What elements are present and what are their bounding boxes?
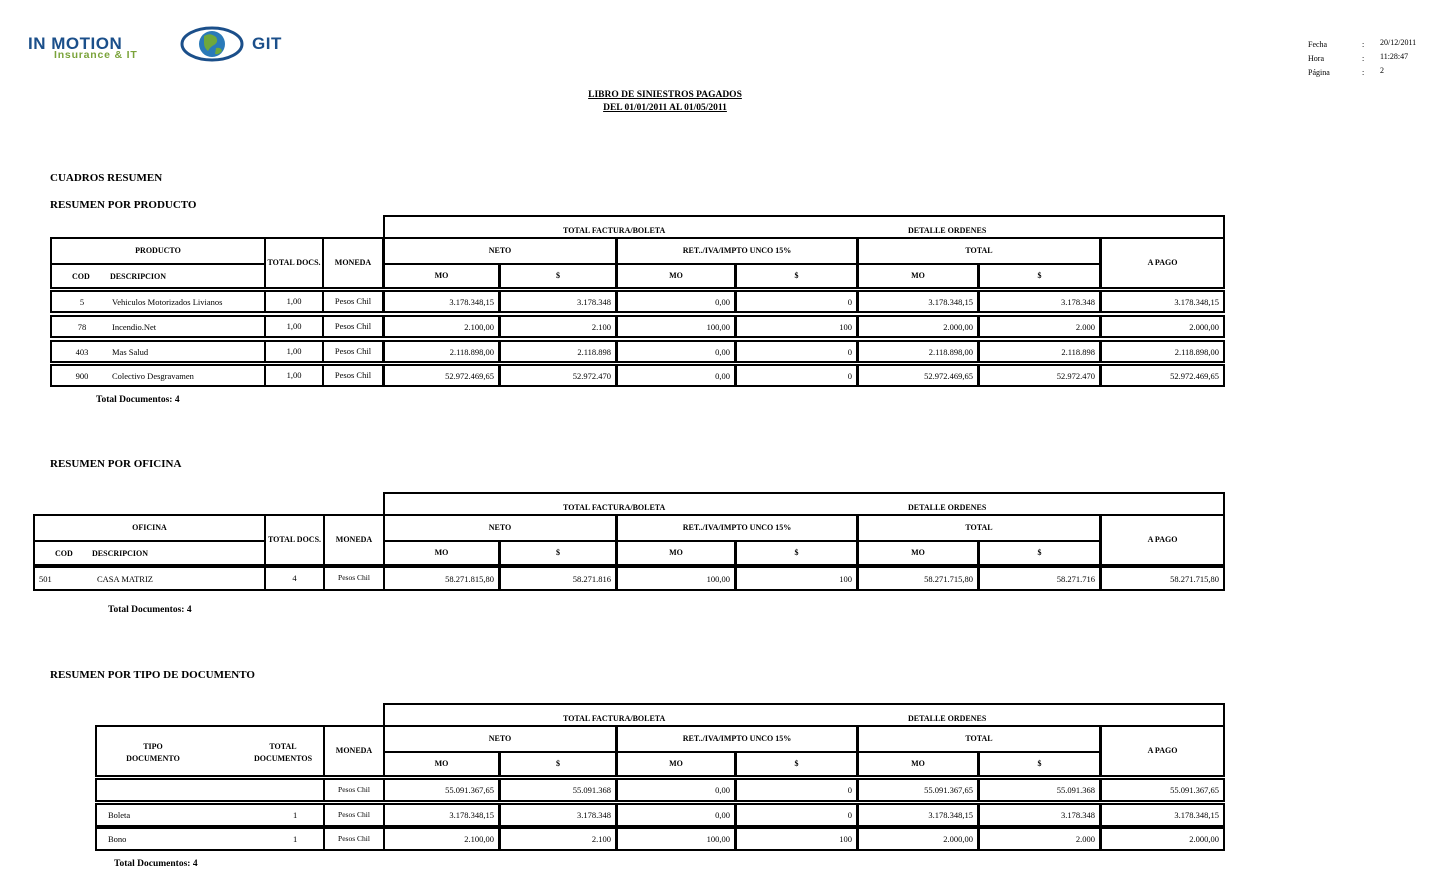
header-total-docs: TOTAL DOCS.	[264, 237, 324, 289]
section-resumen-tipo-documento: RESUMEN POR TIPO DE DOCUMENTO	[50, 669, 255, 681]
header-cod: COD	[55, 549, 73, 558]
cell-ret-mo: 100,00	[616, 566, 736, 591]
header-dollar: $	[735, 540, 858, 566]
header-descripcion: DESCRIPCION	[92, 549, 149, 558]
cell-pago: 55.091.367,65	[1100, 778, 1225, 802]
cell-neto-mo: 2.100,00	[383, 827, 500, 851]
logo-subtitle: Insurance & IT	[54, 49, 138, 61]
cell-pago: 3.178.348,15	[1100, 803, 1225, 827]
cell-ret-d: 100	[735, 566, 858, 591]
header-neto: NETO	[383, 514, 617, 542]
cell-tot-mo: 3.178.348,15	[857, 290, 979, 313]
header-producto: PRODUCTO	[50, 237, 266, 265]
section-resumen-oficina: RESUMEN POR OFICINA	[50, 458, 182, 470]
cell-ret-d: 0	[735, 364, 858, 387]
header-a-pago: A PAGO	[1100, 725, 1225, 777]
cell-descripcion: Vehiculos Motorizados Livianos	[112, 296, 223, 307]
table-row	[33, 566, 266, 591]
cell-ret-mo: 100,00	[616, 827, 736, 851]
cell-pago: 2.000,00	[1100, 827, 1225, 851]
cell-neto-mo: 2.100,00	[383, 315, 500, 338]
header-band	[383, 703, 1225, 727]
cell-neto-mo: 3.178.348,15	[383, 803, 500, 827]
header-mo: MO	[383, 751, 500, 777]
header-total-factura-boleta: TOTAL FACTURA/BOLETA	[563, 503, 666, 512]
table-row	[95, 827, 325, 851]
cell-neto-d: 2.100	[499, 315, 617, 338]
header-band	[383, 215, 1225, 239]
cell-tot-d: 3.178.348	[978, 290, 1101, 313]
report-period: DEL 01/01/2011 AL 01/05/2011	[603, 103, 727, 113]
header-dollar: $	[735, 263, 858, 289]
cell-tot-d: 55.091.368	[978, 778, 1101, 802]
header-mo: MO	[857, 540, 979, 566]
section-cuadros-resumen: CUADROS RESUMEN	[50, 172, 163, 184]
header-total-docs: TOTAL DOCS.	[264, 514, 325, 566]
table-row	[50, 340, 266, 363]
header-neto: NETO	[383, 237, 617, 265]
table-row	[95, 778, 325, 802]
cell-tot-mo: 58.271.715,80	[857, 566, 979, 591]
header-mo: MO	[383, 263, 500, 289]
table-row	[50, 290, 266, 313]
cell-tot-d: 3.178.348	[978, 803, 1101, 827]
cell-total-docs: 1,00	[264, 290, 324, 313]
cell-descripcion: Mas Salud	[112, 346, 149, 357]
cell-tot-mo: 55.091.367,65	[857, 778, 979, 802]
meta-value-hora: 11:28:47	[1380, 52, 1409, 61]
header-mo: MO	[616, 263, 736, 289]
cell-moneda: Pesos Chil	[322, 315, 384, 338]
cell-moneda: Pesos Chil	[322, 290, 384, 313]
cell-neto-d: 2.118.898	[499, 340, 617, 363]
header-total: TOTAL	[857, 514, 1101, 542]
meta-value-pagina: 2	[1380, 66, 1384, 75]
cell-total-docs: 1,00	[264, 364, 324, 387]
cell-moneda: Pesos Chil	[323, 827, 385, 851]
cell-neto-mo: 55.091.367,65	[383, 778, 500, 802]
header-dollar: $	[499, 263, 617, 289]
header-moneda: MONEDA	[323, 514, 385, 566]
cell-tot-mo: 2.000,00	[857, 315, 979, 338]
meta-sep: :	[1362, 54, 1365, 63]
cell-pago: 3.178.348,15	[1100, 290, 1225, 313]
header-ret-iva: RET../IVA/IMPTO UNCO 15%	[616, 237, 858, 265]
header-detalle-ordenes: DETALLE ORDENES	[908, 503, 987, 512]
cell-ret-d: 100	[735, 315, 858, 338]
cell-total-documentos: 1	[293, 810, 298, 820]
cell-total-docs: 4	[264, 566, 325, 591]
header-detalle-ordenes: DETALLE ORDENES	[908, 226, 987, 235]
header-dollar: $	[978, 751, 1101, 777]
cell-tot-mo: 52.972.469,65	[857, 364, 979, 387]
cell-pago: 52.972.469,65	[1100, 364, 1225, 387]
logo-left-text: IN MOTION	[28, 34, 123, 53]
cell-ret-d: 0	[735, 340, 858, 363]
header-moneda: MONEDA	[322, 237, 384, 289]
header-detalle-ordenes: DETALLE ORDENES	[908, 714, 987, 723]
cell-pago: 58.271.715,80	[1100, 566, 1225, 591]
header-mo: MO	[857, 751, 979, 777]
meta-sep: :	[1362, 40, 1365, 49]
header-descripcion: DESCRIPCION	[110, 272, 167, 281]
cell-tot-mo: 3.178.348,15	[857, 803, 979, 827]
cell-ret-d: 100	[735, 827, 858, 851]
header-dollar: $	[499, 540, 617, 566]
cell-tipo-documento: Bono	[108, 834, 127, 844]
cell-ret-mo: 0,00	[616, 290, 736, 313]
header-cod: COD	[72, 272, 90, 281]
header-band	[383, 492, 1225, 516]
cell-descripcion: Incendio.Net	[112, 321, 157, 332]
cell-tot-d: 2.000	[978, 827, 1101, 851]
header-mo: MO	[383, 540, 500, 566]
table-row	[50, 315, 266, 338]
header-dollar: $	[735, 751, 858, 777]
cell-moneda: Pesos Chil	[323, 566, 385, 591]
cell-neto-d: 55.091.368	[499, 778, 617, 802]
header-mo: MO	[616, 751, 736, 777]
header-total-factura-boleta: TOTAL FACTURA/BOLETA	[563, 226, 666, 235]
total-documentos-oficina: Total Documentos: 4	[108, 605, 192, 615]
cell-moneda: Pesos Chil	[323, 803, 385, 827]
cell-descripcion: Colectivo Desgravamen	[112, 370, 194, 381]
cell-ret-d: 0	[735, 290, 858, 313]
meta-label-fecha: Fecha	[1308, 40, 1328, 49]
cell-cod: 5	[79, 296, 85, 307]
cell-ret-mo: 0,00	[616, 778, 736, 802]
cell-neto-d: 3.178.348	[499, 290, 617, 313]
cell-neto-mo: 2.118.898,00	[383, 340, 500, 363]
cell-ret-d: 0	[735, 778, 858, 802]
cell-neto-d: 58.271.816	[499, 566, 617, 591]
cell-tot-mo: 2.118.898,00	[857, 340, 979, 363]
header-total-factura-boleta: TOTAL FACTURA/BOLETA	[563, 714, 666, 723]
header-dollar: $	[499, 751, 617, 777]
cell-pago: 2.000,00	[1100, 315, 1225, 338]
cell-ret-mo: 0,00	[616, 340, 736, 363]
cell-neto-mo: 52.972.469,65	[383, 364, 500, 387]
total-documentos-tipo: Total Documentos: 4	[114, 859, 198, 869]
header-tipo-documento-label: TIPO DOCUMENTO	[126, 742, 180, 763]
header-mo: MO	[616, 540, 736, 566]
cell-cod: 501	[39, 573, 52, 584]
cell-ret-d: 0	[735, 803, 858, 827]
cell-cod: 78	[77, 321, 87, 332]
cell-pago: 2.118.898,00	[1100, 340, 1225, 363]
cell-tipo-documento: Boleta	[108, 810, 131, 820]
header-a-pago: A PAGO	[1100, 237, 1225, 289]
meta-value-fecha: 20/12/2011	[1380, 38, 1417, 47]
header-ret-iva: RET../IVA/IMPTO UNCO 15%	[616, 514, 858, 542]
cell-tot-d: 58.271.716	[978, 566, 1101, 591]
header-total-documentos-label: TOTAL DOCUMENTOS	[253, 742, 313, 763]
section-resumen-producto: RESUMEN POR PRODUCTO	[50, 199, 197, 211]
header-oficina: OFICINA	[33, 514, 266, 542]
cell-tot-mo: 2.000,00	[857, 827, 979, 851]
header-dollar: $	[978, 263, 1101, 289]
header-dollar: $	[978, 540, 1101, 566]
globe-icon	[180, 26, 244, 62]
cell-tot-d: 52.972.470	[978, 364, 1101, 387]
table-row	[95, 803, 325, 827]
cell-total-docs: 1,00	[264, 340, 324, 363]
cell-ret-mo: 0,00	[616, 803, 736, 827]
meta-label-hora: Hora	[1308, 54, 1324, 63]
cell-neto-d: 52.972.470	[499, 364, 617, 387]
cell-total-documentos: 1	[293, 834, 298, 844]
cell-ret-mo: 0,00	[616, 364, 736, 387]
table-row	[50, 364, 266, 387]
header-ret-iva: RET../IVA/IMPTO UNCO 15%	[616, 725, 858, 753]
header-total: TOTAL	[857, 725, 1101, 753]
cell-tot-d: 2.118.898	[978, 340, 1101, 363]
cell-cod: 900	[75, 370, 89, 381]
cell-moneda: Pesos Chil	[323, 778, 385, 802]
cell-neto-d: 3.178.348	[499, 803, 617, 827]
meta-label-pagina: Página	[1308, 68, 1330, 77]
cell-neto-mo: 3.178.348,15	[383, 290, 500, 313]
cell-moneda: Pesos Chil	[322, 340, 384, 363]
report-title: LIBRO DE SINIESTROS PAGADOS	[588, 90, 742, 100]
cell-tot-d: 2.000	[978, 315, 1101, 338]
cell-ret-mo: 100,00	[616, 315, 736, 338]
cell-descripcion: CASA MATRIZ	[97, 573, 153, 584]
logo-right-text: GIT	[252, 34, 282, 53]
cell-neto-d: 2.100	[499, 827, 617, 851]
cell-cod: 403	[75, 346, 89, 357]
cell-total-docs: 1,00	[264, 315, 324, 338]
header-total: TOTAL	[857, 237, 1101, 265]
header-moneda: MONEDA	[323, 725, 385, 777]
cell-moneda: Pesos Chil	[322, 364, 384, 387]
header-neto: NETO	[383, 725, 617, 753]
header-mo: MO	[857, 263, 979, 289]
cell-neto-mo: 58.271.815,80	[383, 566, 500, 591]
header-a-pago: A PAGO	[1100, 514, 1225, 566]
total-documentos-producto: Total Documentos: 4	[96, 395, 180, 405]
meta-sep: :	[1362, 68, 1365, 77]
